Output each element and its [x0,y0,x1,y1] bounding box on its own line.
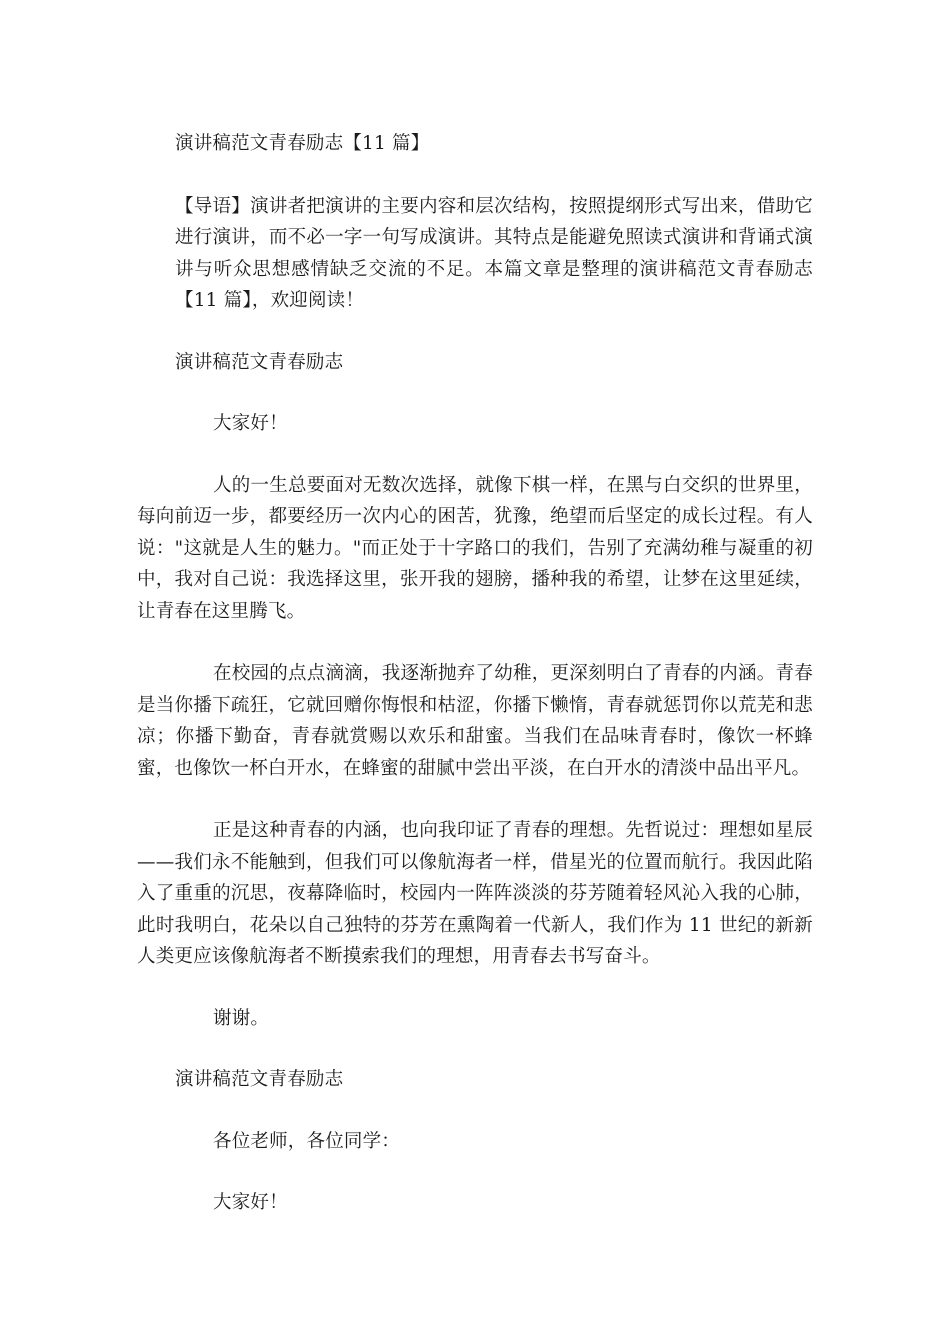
body-paragraph: 正是这种青春的内涵，也向我印证了青春的理想。先哲说过：理想如星辰——我们永不能触到，但我们可以像航海者一样，借星光的位置而航行。我因此陷入了重重的沉思，夜幕降临时，校园内一阵阵淡淡的芬芳随着轻风沁入我的心肺，此时我明白，花朵以自己独特的芬芳在熏陶着一代新人，我们作为 11 世纪的新新人类更应该像航海者不断摸索我们的理想，用青春去书写奋斗。 [137,820,813,967]
document-body [137,128,813,1219]
salutation: 各位老师，各位同学： [213,1130,401,1152]
greeting: 大家好！ [213,1192,288,1213]
intro-text: 【导语】演讲者把演讲的主要内容和层次结构，按照提纲形式写出来，借助它进行演讲，而不必一字一句写成演讲。其特点是能避免照读式演讲和背诵式演讲与听众思想感情缺乏交流的不足。本篇文章是整理的演讲稿范文青春励志【11 篇】，欢迎阅读！ [175,195,813,311]
intro-paragraph [137,191,813,317]
section-heading: 演讲稿范文青春励志 [175,351,344,373]
closing: 谢谢。 [213,1007,270,1029]
section-heading: 演讲稿范文青春励志 [175,1069,344,1090]
body-paragraph: 人的一生总要面对无数次选择，就像下棋一样，在黑与白交织的世界里，每向前迈一步，都要经历一次内心的困苦，犹豫，绝望而后坚定的成长过程。有人说："这就是人生的魅力。"而正处于十字路口的我们，告别了充满幼稚与凝重的初中，我对自己说：我选择这里，张开我的翅膀，播种我的希望，让梦在这里延续，让青春在这里腾飞。 [137,474,813,622]
greeting: 大家好！ [213,413,288,434]
body-paragraph: 在校园的点点滴滴，我逐渐抛弃了幼稚，更深刻明白了青春的内涵。青春是当你播下疏狂，它就回赠你悔恨和枯涩，你播下懒惰，青春就惩罚你以荒芜和悲凉；你播下勤奋，青春就赏赐以欢乐和甜蜜。当我们在品味青春时，像饮一杯蜂蜜，也像饮一杯白开水，在蜂蜜的甜腻中尝出平淡，在白开水的清淡中品出平凡。 [137,663,813,779]
document-title: 演讲稿范文青春励志【11 篇】 [175,133,430,154]
